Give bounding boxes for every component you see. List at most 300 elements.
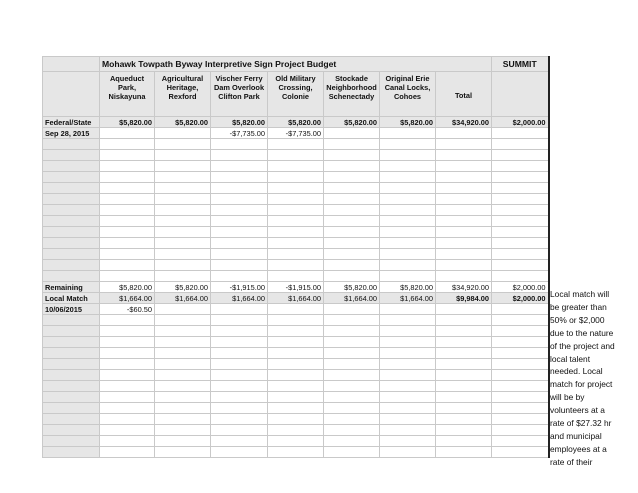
cell[interactable]: $1,664.00 (380, 293, 436, 304)
cell[interactable] (380, 359, 436, 370)
cell[interactable] (380, 183, 436, 194)
cell[interactable] (268, 194, 324, 205)
cell[interactable] (436, 447, 492, 458)
cell[interactable] (211, 194, 268, 205)
cell[interactable] (324, 436, 380, 447)
cell[interactable] (211, 359, 268, 370)
cell[interactable]: -$1,915.00 (268, 282, 324, 293)
cell[interactable] (100, 348, 155, 359)
cell[interactable]: $2,000.00 (492, 117, 549, 128)
cell[interactable] (380, 194, 436, 205)
cell[interactable] (436, 315, 492, 326)
cell[interactable] (211, 161, 268, 172)
cell[interactable] (155, 381, 211, 392)
cell[interactable] (268, 381, 324, 392)
cell[interactable] (380, 172, 436, 183)
cell[interactable] (324, 172, 380, 183)
column-header[interactable]: Original Erie Canal Locks, Cohoes (380, 72, 436, 117)
cell[interactable]: $1,664.00 (100, 293, 155, 304)
cell[interactable] (492, 194, 549, 205)
cell[interactable] (268, 392, 324, 403)
cell[interactable] (100, 370, 155, 381)
cell[interactable] (155, 436, 211, 447)
cell[interactable] (211, 370, 268, 381)
cell[interactable] (155, 216, 211, 227)
cell[interactable] (436, 128, 492, 139)
cell[interactable] (43, 150, 100, 161)
cell[interactable] (492, 161, 549, 172)
cell[interactable] (100, 183, 155, 194)
cell[interactable] (100, 381, 155, 392)
cell[interactable]: $9,984.00 (436, 293, 492, 304)
cell[interactable] (268, 403, 324, 414)
cell[interactable] (268, 414, 324, 425)
cell[interactable] (492, 216, 549, 227)
cell[interactable]: $5,820.00 (268, 117, 324, 128)
cell[interactable] (436, 260, 492, 271)
cell[interactable] (380, 238, 436, 249)
cell[interactable]: -$7,735.00 (268, 128, 324, 139)
cell[interactable] (43, 249, 100, 260)
cell[interactable] (100, 249, 155, 260)
cell[interactable] (43, 205, 100, 216)
cell[interactable] (155, 249, 211, 260)
cell[interactable] (436, 249, 492, 260)
cell[interactable]: $2,000.00 (492, 282, 549, 293)
cell[interactable] (268, 326, 324, 337)
cell[interactable] (380, 403, 436, 414)
cell[interactable] (492, 392, 549, 403)
cell[interactable] (380, 414, 436, 425)
cell[interactable] (380, 150, 436, 161)
cell[interactable]: $5,820.00 (380, 282, 436, 293)
cell[interactable] (211, 238, 268, 249)
cell[interactable] (43, 172, 100, 183)
cell[interactable] (324, 194, 380, 205)
column-header[interactable]: Vischer Ferry Dam Overlook Clifton Park (211, 72, 268, 117)
cell[interactable] (324, 128, 380, 139)
cell[interactable] (436, 392, 492, 403)
cell[interactable] (155, 128, 211, 139)
cell[interactable] (155, 392, 211, 403)
cell[interactable] (436, 150, 492, 161)
cell[interactable] (211, 337, 268, 348)
cell[interactable] (43, 359, 100, 370)
cell[interactable] (43, 403, 100, 414)
cell[interactable]: $1,664.00 (155, 293, 211, 304)
cell[interactable] (268, 238, 324, 249)
cell[interactable]: $1,664.00 (324, 293, 380, 304)
cell[interactable] (211, 183, 268, 194)
empty-row (43, 150, 549, 161)
cell[interactable] (155, 172, 211, 183)
cell[interactable] (492, 139, 549, 150)
cell[interactable]: -$1,915.00 (211, 282, 268, 293)
cell[interactable] (211, 271, 268, 282)
cell[interactable] (43, 436, 100, 447)
cell[interactable] (211, 447, 268, 458)
cell[interactable] (324, 392, 380, 403)
cell[interactable] (155, 304, 211, 315)
cell[interactable] (43, 381, 100, 392)
cell[interactable] (436, 139, 492, 150)
cell[interactable] (436, 414, 492, 425)
cell[interactable] (492, 183, 549, 194)
cell[interactable] (324, 337, 380, 348)
cell[interactable] (211, 172, 268, 183)
cell[interactable] (380, 315, 436, 326)
cell[interactable] (43, 216, 100, 227)
column-header[interactable]: Agricultural Heritage, Rexford (155, 72, 211, 117)
cell[interactable] (100, 128, 155, 139)
cell[interactable] (380, 271, 436, 282)
cell[interactable] (211, 150, 268, 161)
cell[interactable]: $1,664.00 (211, 293, 268, 304)
cell[interactable] (43, 238, 100, 249)
cell[interactable] (380, 436, 436, 447)
cell[interactable] (436, 370, 492, 381)
cell[interactable]: $2,000.00 (492, 293, 549, 304)
cell[interactable] (211, 227, 268, 238)
column-header-total[interactable]: Total (436, 72, 492, 117)
cell[interactable] (155, 161, 211, 172)
empty-row (43, 249, 549, 260)
cell[interactable] (492, 447, 549, 458)
cell[interactable]: $5,820.00 (100, 117, 155, 128)
cell[interactable] (100, 172, 155, 183)
cell[interactable] (492, 348, 549, 359)
cell[interactable] (268, 436, 324, 447)
cell[interactable] (492, 425, 549, 436)
cell[interactable] (268, 183, 324, 194)
cell[interactable] (100, 359, 155, 370)
cell[interactable] (436, 326, 492, 337)
cell[interactable] (324, 205, 380, 216)
cell[interactable]: $5,820.00 (100, 282, 155, 293)
cell[interactable] (380, 425, 436, 436)
cell[interactable] (211, 139, 268, 150)
empty-row (43, 348, 549, 359)
cell[interactable] (380, 205, 436, 216)
cell[interactable]: $5,820.00 (155, 282, 211, 293)
cell[interactable] (492, 337, 549, 348)
cell[interactable] (100, 150, 155, 161)
cell[interactable] (155, 271, 211, 282)
cell[interactable] (380, 447, 436, 458)
cell[interactable] (155, 326, 211, 337)
empty-row (43, 425, 549, 436)
cell[interactable] (436, 348, 492, 359)
cell[interactable] (324, 425, 380, 436)
cell[interactable] (211, 260, 268, 271)
cell[interactable] (268, 304, 324, 315)
cell[interactable] (211, 326, 268, 337)
cell[interactable] (436, 359, 492, 370)
cell[interactable] (155, 227, 211, 238)
cell[interactable] (100, 194, 155, 205)
cell[interactable] (211, 216, 268, 227)
cell[interactable] (492, 271, 549, 282)
cell[interactable] (492, 359, 549, 370)
cell[interactable] (268, 447, 324, 458)
cell[interactable] (100, 271, 155, 282)
cell[interactable] (492, 260, 549, 271)
cell[interactable] (380, 370, 436, 381)
cell[interactable] (43, 370, 100, 381)
cell[interactable] (211, 425, 268, 436)
empty-row (43, 260, 549, 271)
cell[interactable] (211, 436, 268, 447)
cell[interactable] (211, 205, 268, 216)
cell[interactable] (211, 381, 268, 392)
cell[interactable] (100, 139, 155, 150)
cell[interactable] (492, 238, 549, 249)
cell[interactable] (380, 260, 436, 271)
cell[interactable] (324, 348, 380, 359)
cell[interactable] (155, 150, 211, 161)
cell[interactable] (324, 183, 380, 194)
cell[interactable] (492, 326, 549, 337)
cell[interactable] (100, 260, 155, 271)
cell[interactable] (492, 304, 549, 315)
empty-row (43, 227, 549, 238)
cell[interactable] (211, 348, 268, 359)
cell[interactable]: $5,820.00 (324, 117, 380, 128)
cell[interactable] (492, 370, 549, 381)
cell[interactable] (380, 161, 436, 172)
cell[interactable] (324, 403, 380, 414)
cell[interactable] (268, 425, 324, 436)
cell[interactable] (380, 392, 436, 403)
cell[interactable] (155, 447, 211, 458)
cell[interactable] (380, 304, 436, 315)
cell[interactable] (155, 315, 211, 326)
cell[interactable] (380, 348, 436, 359)
cell[interactable] (155, 194, 211, 205)
cell[interactable]: $5,820.00 (211, 117, 268, 128)
cell[interactable] (155, 414, 211, 425)
cell[interactable] (155, 370, 211, 381)
cell[interactable] (324, 304, 380, 315)
cell[interactable] (155, 260, 211, 271)
cell[interactable] (43, 72, 100, 117)
cell[interactable] (492, 315, 549, 326)
empty-row (43, 271, 549, 282)
cell[interactable] (155, 425, 211, 436)
cell[interactable] (43, 194, 100, 205)
cell[interactable] (100, 227, 155, 238)
cell[interactable] (380, 249, 436, 260)
cell[interactable] (324, 381, 380, 392)
cell[interactable] (211, 414, 268, 425)
cell[interactable] (324, 359, 380, 370)
cell[interactable]: -$7,735.00 (211, 128, 268, 139)
cell[interactable] (436, 205, 492, 216)
cell[interactable] (43, 326, 100, 337)
cell[interactable] (492, 436, 549, 447)
cell[interactable] (268, 172, 324, 183)
cell[interactable] (324, 227, 380, 238)
cell[interactable] (436, 337, 492, 348)
cell[interactable] (100, 447, 155, 458)
cell[interactable] (43, 425, 100, 436)
cell[interactable] (155, 359, 211, 370)
cell[interactable] (268, 348, 324, 359)
cell[interactable] (155, 403, 211, 414)
cell[interactable]: $34,920.00 (436, 282, 492, 293)
cell[interactable] (324, 326, 380, 337)
cell[interactable] (324, 271, 380, 282)
cell[interactable] (436, 436, 492, 447)
cell[interactable] (324, 238, 380, 249)
cell[interactable] (268, 260, 324, 271)
cell[interactable] (268, 315, 324, 326)
cell[interactable] (492, 72, 549, 117)
cell[interactable] (380, 128, 436, 139)
cell[interactable] (43, 414, 100, 425)
cell[interactable] (380, 337, 436, 348)
cell[interactable] (436, 304, 492, 315)
cell[interactable] (436, 271, 492, 282)
cell[interactable] (100, 315, 155, 326)
cell[interactable] (268, 337, 324, 348)
cell[interactable] (324, 370, 380, 381)
cell[interactable] (43, 139, 100, 150)
row-label[interactable]: Remaining (43, 282, 100, 293)
cell[interactable] (100, 326, 155, 337)
cell[interactable] (324, 216, 380, 227)
column-header[interactable]: Stockade Neighborhood Schenectady (324, 72, 380, 117)
cell[interactable] (268, 150, 324, 161)
cell[interactable] (100, 392, 155, 403)
row-label[interactable]: Sep 28, 2015 (43, 128, 100, 139)
row-label[interactable]: 10/06/2015 (43, 304, 100, 315)
cell[interactable] (155, 337, 211, 348)
cell[interactable] (155, 183, 211, 194)
cell[interactable] (211, 315, 268, 326)
cell[interactable] (436, 425, 492, 436)
cell[interactable] (492, 205, 549, 216)
cell[interactable]: -$60.50 (100, 304, 155, 315)
cell[interactable] (100, 161, 155, 172)
cell[interactable] (100, 216, 155, 227)
cell[interactable] (380, 381, 436, 392)
cell[interactable]: $5,820.00 (324, 282, 380, 293)
cell[interactable] (211, 392, 268, 403)
cell[interactable] (43, 315, 100, 326)
empty-row (43, 326, 549, 337)
cell[interactable] (43, 348, 100, 359)
cell[interactable] (268, 227, 324, 238)
cell[interactable] (492, 381, 549, 392)
cell[interactable] (436, 216, 492, 227)
cell[interactable] (324, 414, 380, 425)
cell[interactable] (100, 414, 155, 425)
budget-title[interactable]: Mohawk Towpath Byway Interpretive Sign Project Budget (100, 57, 492, 72)
cell[interactable] (380, 326, 436, 337)
cell[interactable] (436, 172, 492, 183)
cell[interactable] (436, 227, 492, 238)
cell[interactable] (324, 150, 380, 161)
cell[interactable] (492, 128, 549, 139)
cell[interactable] (492, 150, 549, 161)
empty-row (43, 436, 549, 447)
cell[interactable] (436, 183, 492, 194)
cell[interactable]: $1,664.00 (268, 293, 324, 304)
cell[interactable] (43, 271, 100, 282)
cell[interactable] (436, 238, 492, 249)
cell[interactable] (492, 403, 549, 414)
cell[interactable] (324, 315, 380, 326)
cell[interactable] (492, 227, 549, 238)
cell[interactable] (380, 139, 436, 150)
cell[interactable] (155, 139, 211, 150)
cell[interactable] (43, 260, 100, 271)
cell[interactable] (268, 161, 324, 172)
cell[interactable] (436, 194, 492, 205)
cell[interactable] (380, 216, 436, 227)
cell[interactable] (324, 249, 380, 260)
cell[interactable] (100, 238, 155, 249)
cell[interactable] (436, 161, 492, 172)
cell[interactable] (268, 139, 324, 150)
cell[interactable] (324, 139, 380, 150)
cell[interactable] (100, 425, 155, 436)
cell[interactable] (492, 172, 549, 183)
cell[interactable] (43, 183, 100, 194)
cell[interactable] (268, 205, 324, 216)
cell[interactable] (43, 161, 100, 172)
cell[interactable] (100, 436, 155, 447)
cell[interactable] (324, 161, 380, 172)
cell[interactable] (324, 260, 380, 271)
cell[interactable] (268, 370, 324, 381)
cell[interactable] (155, 205, 211, 216)
cell[interactable] (211, 403, 268, 414)
cell[interactable]: $34,920.00 (436, 117, 492, 128)
cell[interactable] (43, 392, 100, 403)
column-header[interactable]: Old Military Crossing, Colonie (268, 72, 324, 117)
cell[interactable] (100, 205, 155, 216)
row-label[interactable]: Local Match (43, 293, 100, 304)
cell[interactable]: $5,820.00 (155, 117, 211, 128)
cell[interactable] (492, 414, 549, 425)
cell[interactable] (268, 359, 324, 370)
cell[interactable] (268, 216, 324, 227)
cell[interactable] (43, 447, 100, 458)
cell[interactable] (380, 227, 436, 238)
cell[interactable] (155, 238, 211, 249)
cell[interactable] (436, 381, 492, 392)
cell[interactable] (268, 271, 324, 282)
cell[interactable] (268, 249, 324, 260)
row-label[interactable]: Federal/State (43, 117, 100, 128)
column-header[interactable]: Aqueduct Park, Niskayuna (100, 72, 155, 117)
cell[interactable] (492, 249, 549, 260)
cell[interactable] (100, 403, 155, 414)
cell[interactable] (436, 403, 492, 414)
cell[interactable] (43, 337, 100, 348)
cell[interactable]: $5,820.00 (380, 117, 436, 128)
cell[interactable] (211, 249, 268, 260)
cell[interactable] (155, 348, 211, 359)
summit-header[interactable]: SUMMIT (492, 57, 549, 72)
cell[interactable] (324, 447, 380, 458)
cell[interactable] (100, 337, 155, 348)
cell[interactable] (211, 304, 268, 315)
cell[interactable] (43, 57, 100, 72)
cell[interactable] (43, 227, 100, 238)
